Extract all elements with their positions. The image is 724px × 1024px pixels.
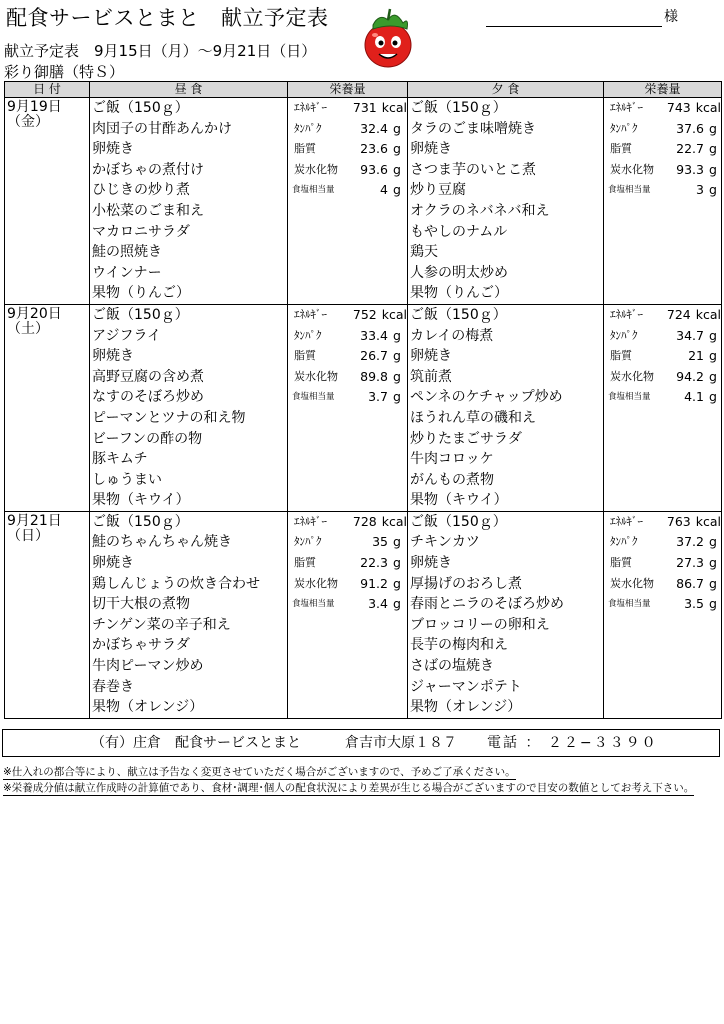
nutrition-row-energy: [288, 98, 407, 119]
company-name: （有）庄倉 配食サービスとまと: [91, 735, 301, 751]
nutrition-label-salt: 食塩相当量: [608, 599, 651, 610]
nutrition-value-protein: 35: [372, 534, 388, 550]
list-item: 人参の明太炒め: [410, 264, 508, 281]
nutrition-label-fat: 脂質: [294, 142, 316, 156]
list-item: 卵焼き: [92, 555, 134, 572]
nutrition-unit-carb: g: [393, 368, 401, 384]
nutrition-label-energy: ｴﾈﾙｷﾞｰ: [294, 514, 327, 528]
nutrition-value-energy: 728: [352, 513, 377, 529]
list-item: かぼちゃサラダ: [92, 637, 190, 654]
course-name: 彩り御膳（特Ｓ）: [4, 63, 125, 81]
nutrition-unit-energy: kcal: [695, 100, 721, 115]
menu-table: [4, 81, 722, 719]
nutrition-unit-carb: g: [709, 161, 717, 177]
nutrition-value-salt: 3.4: [368, 596, 388, 612]
list-item: 果物（キウイ）: [92, 492, 190, 509]
date-cell: [5, 98, 90, 305]
nutrition-unit-salt: g: [709, 596, 717, 612]
list-item: 卵焼き: [92, 141, 134, 158]
date-label: 9月20日: [7, 305, 62, 322]
nutrition-label-carb: 炭水化物: [610, 369, 654, 383]
nutrition-label-salt: 食塩相当量: [292, 185, 335, 196]
list-item: 鮭のちゃんちゃん焼き: [92, 534, 232, 551]
recipient-suffix: 様: [664, 9, 678, 25]
nutrition-unit-fat: g: [393, 348, 401, 364]
list-item: 肉団子の甘酢あんかけ: [92, 120, 232, 137]
nutrition-value-protein: 37.2: [676, 534, 704, 550]
nutrition-value-protein: 32.4: [360, 120, 388, 136]
list-item: カレイの梅煮: [410, 327, 494, 344]
list-item: 果物（りんご）: [410, 285, 508, 302]
list-item: オクラのネバネバ和え: [410, 202, 550, 219]
list-item: ウインナー: [92, 264, 162, 281]
nutrition-label-fat: 脂質: [294, 349, 316, 363]
date-cell: [5, 304, 90, 511]
nutrition-row-salt: [288, 387, 407, 408]
nutrition-row-protein: [288, 532, 407, 553]
nutrition-row-protein: [288, 119, 407, 140]
nutrition-unit-energy: kcal: [381, 513, 407, 529]
list-item: ご飯（150ｇ）: [410, 306, 507, 323]
weekday-label: （金）: [7, 114, 49, 130]
nutrition-row-energy: [288, 305, 407, 326]
list-item: チキンカツ: [410, 534, 480, 551]
nutrition-value-energy: 724: [666, 306, 691, 322]
nutrition-row-carb: [604, 160, 721, 181]
nutrition-row-salt: [288, 180, 407, 201]
contact-footer: [2, 729, 720, 757]
nutrition-unit-salt: g: [393, 389, 401, 405]
dinner-nutrition-cell: [604, 511, 722, 718]
nutrition-label-energy: ｴﾈﾙｷﾞｰ: [294, 101, 327, 114]
nutrition-value-carb: 94.2: [676, 368, 704, 384]
nutrition-row-protein: [604, 119, 721, 140]
nutrition-value-protein: 34.7: [676, 327, 704, 343]
list-item: がんもの煮物: [410, 471, 494, 488]
header-lunch-nutrition: 栄養量: [288, 82, 408, 98]
nutrition-value-fat: 27.3: [676, 555, 704, 571]
nutrition-value-energy: 743: [666, 100, 691, 115]
nutrition-row-protein: [604, 326, 721, 347]
nutrition-label-protein: ﾀﾝﾊﾟｸ: [610, 121, 638, 135]
dinner-menu-cell: [408, 98, 604, 305]
nutrition-value-salt: 3.5: [684, 596, 704, 612]
lunch-nutrition-cell: [288, 511, 408, 718]
nutrition-value-carb: 86.7: [676, 575, 704, 591]
nutrition-row-carb: [288, 367, 407, 388]
nutrition-label-energy: ｴﾈﾙｷﾞｰ: [294, 307, 327, 321]
list-item: 果物（オレンジ）: [410, 699, 522, 716]
nutrition-unit-carb: g: [709, 368, 717, 384]
lunch-nutrition-cell: [288, 304, 408, 511]
list-item: ビーフンの酢の物: [92, 430, 203, 447]
nutrition-unit-fat: g: [393, 141, 401, 157]
notice-menu-change: ※仕入れの都合等により、献立は予告なく変更させていただく場合がございますので、予めご了承ください。: [3, 766, 516, 778]
nutrition-row-salt: [604, 594, 721, 615]
notice-nutrition: ※栄養成分値は献立作成時の計算値であり、食材･調理･個人の配食状況により差異が生じる場合がございますので目安の数値としてお考え下さい。: [3, 782, 695, 794]
lunch-menu-cell: [90, 304, 288, 511]
nutrition-value-salt: 3.7: [368, 389, 388, 405]
list-item: マカロニサラダ: [92, 223, 190, 240]
nutrition-unit-protein: g: [393, 327, 401, 343]
list-item: ほうれん草の磯和え: [410, 409, 536, 426]
nutrition-value-protein: 33.4: [360, 327, 388, 343]
date-cell: [5, 511, 90, 718]
date-label: 9月19日: [7, 99, 62, 115]
list-item: アジフライ: [92, 327, 162, 344]
nutrition-row-salt: [604, 180, 721, 201]
list-item: ご飯（150ｇ）: [92, 100, 189, 116]
list-item: ピーマンとツナの和え物: [92, 409, 246, 426]
nutrition-row-energy: [604, 305, 721, 326]
nutrition-value-fat: 23.6: [360, 141, 388, 157]
table-row: [5, 98, 722, 305]
list-item: しゅうまい: [92, 471, 162, 488]
list-item: かぼちゃの煮付け: [92, 161, 204, 178]
nutrition-label-salt: 食塩相当量: [292, 599, 335, 610]
list-item: 小松菜のごま和え: [92, 202, 204, 219]
company-address: 倉吉市大原１８７: [345, 735, 457, 751]
header-date: 日 付: [5, 82, 90, 98]
nutrition-unit-energy: kcal: [381, 306, 407, 322]
list-item: 卵焼き: [410, 141, 452, 158]
nutrition-unit-carb: g: [709, 575, 717, 591]
table-row: [5, 304, 722, 511]
list-item: さばの塩焼き: [410, 658, 494, 675]
nutrition-row-fat: [604, 346, 721, 367]
nutrition-label-fat: 脂質: [610, 556, 632, 570]
company-phone: 電話 ： ２２−３３９０: [487, 735, 658, 751]
nutrition-value-fat: 26.7: [360, 348, 388, 364]
nutrition-unit-salt: g: [393, 182, 401, 198]
nutrition-value-fat: 22.7: [676, 141, 704, 157]
weekday-label: （土）: [7, 320, 49, 337]
nutrition-value-fat: 22.3: [360, 555, 388, 571]
nutrition-label-protein: ﾀﾝﾊﾟｸ: [610, 535, 638, 549]
nutrition-value-energy: 731: [352, 100, 377, 115]
nutrition-label-salt: 食塩相当量: [292, 392, 335, 403]
nutrition-unit-energy: kcal: [695, 306, 721, 322]
dinner-nutrition-cell: [604, 304, 722, 511]
header-lunch: 昼 食: [90, 82, 288, 98]
nutrition-row-carb: [288, 574, 407, 595]
schedule-period: 献立予定表 9月15日（月）～9月21日（日）: [4, 42, 317, 60]
nutrition-row-fat: [604, 139, 721, 160]
nutrition-unit-fat: g: [709, 555, 717, 571]
nutrition-value-carb: 91.2: [360, 575, 388, 591]
list-item: 豚キムチ: [92, 451, 148, 468]
dinner-menu-cell: [408, 511, 604, 718]
nutrition-label-fat: 脂質: [610, 349, 632, 363]
header-dinner: 夕 食: [408, 82, 604, 98]
lunch-nutrition-cell: [288, 98, 408, 305]
nutrition-row-protein: [288, 326, 407, 347]
nutrition-unit-protein: g: [709, 327, 717, 343]
nutrition-value-carb: 93.6: [360, 161, 388, 177]
nutrition-label-carb: 炭水化物: [294, 576, 338, 590]
list-item: 厚揚げのおろし煮: [410, 575, 522, 592]
nutrition-unit-protein: g: [709, 120, 717, 136]
nutrition-label-carb: 炭水化物: [610, 162, 654, 176]
nutrition-row-protein: [604, 532, 721, 553]
nutrition-label-carb: 炭水化物: [294, 162, 338, 176]
nutrition-label-fat: 脂質: [610, 142, 632, 156]
nutrition-label-energy: ｴﾈﾙｷﾞｰ: [610, 514, 643, 528]
lunch-menu-cell: [90, 511, 288, 718]
nutrition-value-carb: 93.3: [676, 161, 704, 177]
list-item: 牛肉ピーマン炒め: [92, 658, 204, 675]
nutrition-label-energy: ｴﾈﾙｷﾞｰ: [610, 101, 643, 114]
list-item: さつま芋のいとこ煮: [410, 161, 536, 178]
nutrition-value-carb: 89.8: [360, 368, 388, 384]
list-item: タラのごま味噌焼き: [410, 120, 536, 137]
list-item: 長芋の梅肉和え: [410, 637, 508, 654]
header-dinner-nutrition: 栄養量: [604, 82, 722, 98]
nutrition-unit-protein: g: [709, 534, 717, 550]
list-item: ひじきの炒り煮: [92, 182, 190, 199]
nutrition-value-fat: 21: [688, 348, 704, 364]
nutrition-value-energy: 752: [352, 306, 377, 322]
list-item: ご飯（150ｇ）: [92, 306, 189, 323]
nutrition-unit-fat: g: [709, 141, 717, 157]
list-item: 鮭の照焼き: [92, 244, 162, 261]
list-item: ジャーマンポテト: [410, 678, 522, 695]
nutrition-unit-carb: g: [393, 575, 401, 591]
list-item: 春巻き: [92, 678, 134, 695]
table-header-row: [5, 82, 722, 98]
nutrition-value-salt: 4.1: [684, 389, 704, 405]
list-item: 卵焼き: [410, 555, 452, 572]
list-item: 切干大根の煮物: [92, 596, 190, 613]
nutrition-unit-salt: g: [393, 596, 401, 612]
nutrition-unit-protein: g: [393, 534, 401, 550]
nutrition-row-carb: [604, 574, 721, 595]
nutrition-unit-carb: g: [393, 161, 401, 177]
dinner-menu-cell: [408, 304, 604, 511]
nutrition-row-fat: [288, 553, 407, 574]
page-title: 配食サービスとまと 献立予定表: [6, 6, 329, 30]
nutrition-row-fat: [604, 553, 721, 574]
dinner-nutrition-cell: [604, 98, 722, 305]
nutrition-unit-energy: kcal: [381, 100, 407, 115]
list-item: 牛肉コロッケ: [410, 451, 494, 468]
nutrition-unit-energy: kcal: [695, 513, 721, 529]
nutrition-row-energy: [288, 512, 407, 533]
nutrition-value-salt: 3: [696, 182, 704, 198]
nutrition-row-carb: [604, 367, 721, 388]
nutrition-row-fat: [288, 139, 407, 160]
nutrition-row-carb: [288, 160, 407, 181]
nutrition-label-fat: 脂質: [294, 556, 316, 570]
list-item: なすのそぼろ炒め: [92, 389, 204, 406]
nutrition-label-protein: ﾀﾝﾊﾟｸ: [294, 121, 322, 135]
tomato-mascot-icon: [361, 5, 415, 71]
weekday-label: （日）: [7, 527, 49, 544]
nutrition-label-protein: ﾀﾝﾊﾟｸ: [294, 328, 322, 342]
list-item: 筑前煮: [410, 368, 452, 385]
nutrition-row-energy: [604, 98, 721, 119]
list-item: 鶏天: [410, 244, 438, 261]
table-row: [5, 511, 722, 718]
list-item: 卵焼き: [92, 348, 134, 365]
nutrition-label-carb: 炭水化物: [610, 576, 654, 590]
nutrition-label-carb: 炭水化物: [294, 369, 338, 383]
list-item: 鶏しんじょうの炊き合わせ: [92, 575, 260, 592]
nutrition-row-energy: [604, 512, 721, 533]
list-item: チンゲン菜の辛子和え: [92, 616, 231, 633]
list-item: ご飯（150ｇ）: [410, 100, 507, 116]
list-item: 卵焼き: [410, 348, 452, 365]
recipient-name-line: [486, 8, 662, 27]
nutrition-row-salt: [288, 594, 407, 615]
nutrition-unit-fat: g: [709, 348, 717, 364]
list-item: 高野豆腐の含め煮: [92, 368, 204, 385]
nutrition-row-fat: [288, 346, 407, 367]
nutrition-label-protein: ﾀﾝﾊﾟｸ: [294, 535, 322, 549]
date-label: 9月21日: [7, 512, 62, 529]
list-item: 果物（りんご）: [92, 285, 190, 302]
lunch-menu-cell: [90, 98, 288, 305]
nutrition-label-protein: ﾀﾝﾊﾟｸ: [610, 328, 638, 342]
list-item: ご飯（150ｇ）: [92, 513, 189, 530]
nutrition-value-energy: 763: [666, 513, 691, 529]
list-item: 果物（オレンジ）: [92, 699, 204, 716]
nutrition-unit-salt: g: [709, 182, 717, 198]
nutrition-label-energy: ｴﾈﾙｷﾞｰ: [610, 307, 643, 321]
list-item: もやしのナムル: [410, 223, 508, 240]
nutrition-row-salt: [604, 387, 721, 408]
list-item: 炒りたまごサラダ: [410, 430, 522, 447]
nutrition-label-salt: 食塩相当量: [608, 392, 651, 403]
list-item: ペンネのケチャップ炒め: [410, 389, 563, 406]
list-item: ブロッコリーの卵和え: [410, 616, 550, 633]
list-item: 春雨とニラのそぼろ炒め: [410, 596, 564, 613]
list-item: ご飯（150ｇ）: [410, 513, 507, 530]
nutrition-unit-protein: g: [393, 120, 401, 136]
nutrition-value-protein: 37.6: [676, 120, 704, 136]
list-item: 果物（キウイ）: [410, 492, 508, 509]
nutrition-label-salt: 食塩相当量: [608, 185, 651, 196]
list-item: 炒り豆腐: [410, 182, 466, 199]
nutrition-value-salt: 4: [380, 182, 388, 198]
nutrition-unit-salt: g: [709, 389, 717, 405]
nutrition-unit-fat: g: [393, 555, 401, 571]
